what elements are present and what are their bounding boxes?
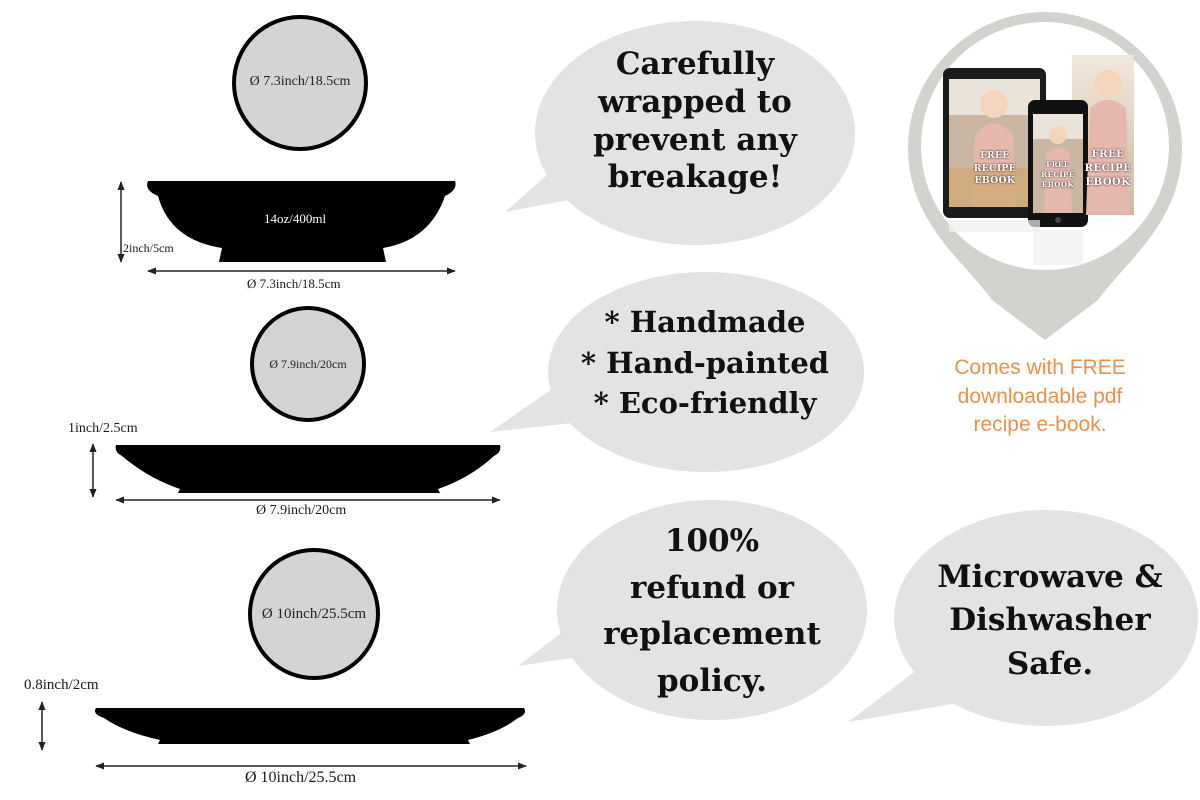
bowl-top-diameter-label: Ø 7.3inch/18.5cm [249,74,351,89]
bubble-refund-text [586,518,838,704]
feature-hand-painted: * Hand-painted [580,345,830,380]
tablet-title-line: EBOOK [974,176,1016,187]
phone-title-line: RECIPE [1041,169,1075,179]
bubble-microwave-line: Dishwasher [949,602,1151,639]
plate-small-width-label: Ø 7.9inch/20cm [256,503,347,518]
ebook-caption [930,354,1150,440]
phone-title-line: EBOOK [1041,179,1075,189]
bubble-wrapped-line: breakage! [607,159,783,196]
phone-ebook-title [1034,160,1082,189]
plate-large-silhouette [95,708,525,744]
feature-eco-friendly: * Eco-friendly [593,386,817,421]
bubble-refund-line: policy. [656,662,768,699]
bubble-wrapped-line: Carefully [615,46,775,82]
poster-ebook-title [1084,148,1132,190]
bubble-refund-line: 100% [664,523,760,559]
ebook-caption-line: downloadable pdf [957,384,1123,408]
bubble-features-text [560,302,850,424]
bubble-refund-line: refund or [630,569,794,606]
plate-small-silhouette [116,445,501,493]
ebook-caption-line: recipe e-book. [973,413,1107,437]
bubble-microwave-line: Safe. [1006,645,1094,682]
bowl-width-label: Ø 7.3inch/18.5cm [247,276,341,291]
bowl-capacity-label: 14oz/400ml [264,211,327,226]
plate-large-width-label: Ø 10inch/25.5cm [245,769,357,786]
bowl-height-label: 2inch/5cm [123,241,174,255]
plate-small-top-diameter-label: Ø 7.9inch/20cm [269,357,347,371]
plate-large-top-diameter-label: Ø 10inch/25.5cm [261,606,367,622]
tablet-ebook-title [955,150,1035,188]
bubble-wrapped-line: prevent any [593,121,797,158]
feature-handmade: * Handmade [604,305,806,339]
bubble-microwave-line: Microwave & [937,559,1163,595]
poster-title-line: FREE [1091,149,1125,160]
bubble-microwave-text [920,556,1180,686]
poster-title-line: EBOOK [1085,177,1131,188]
bubble-wrapped-text [565,46,825,197]
ebook-caption-line: Comes with FREE [954,356,1126,379]
tablet-title-line: RECIPE [973,163,1017,174]
bubble-refund-line: replacement [603,616,821,652]
tablet-title-line: FREE [980,151,1010,161]
phone-title-line: FREE [1046,160,1070,169]
plate-large-height-label: 0.8inch/2cm [24,677,99,693]
bubble-wrapped-line: wrapped to [598,83,792,120]
plate-small-height-label: 1inch/2.5cm [68,421,138,436]
poster-title-line: RECIPE [1084,163,1132,174]
